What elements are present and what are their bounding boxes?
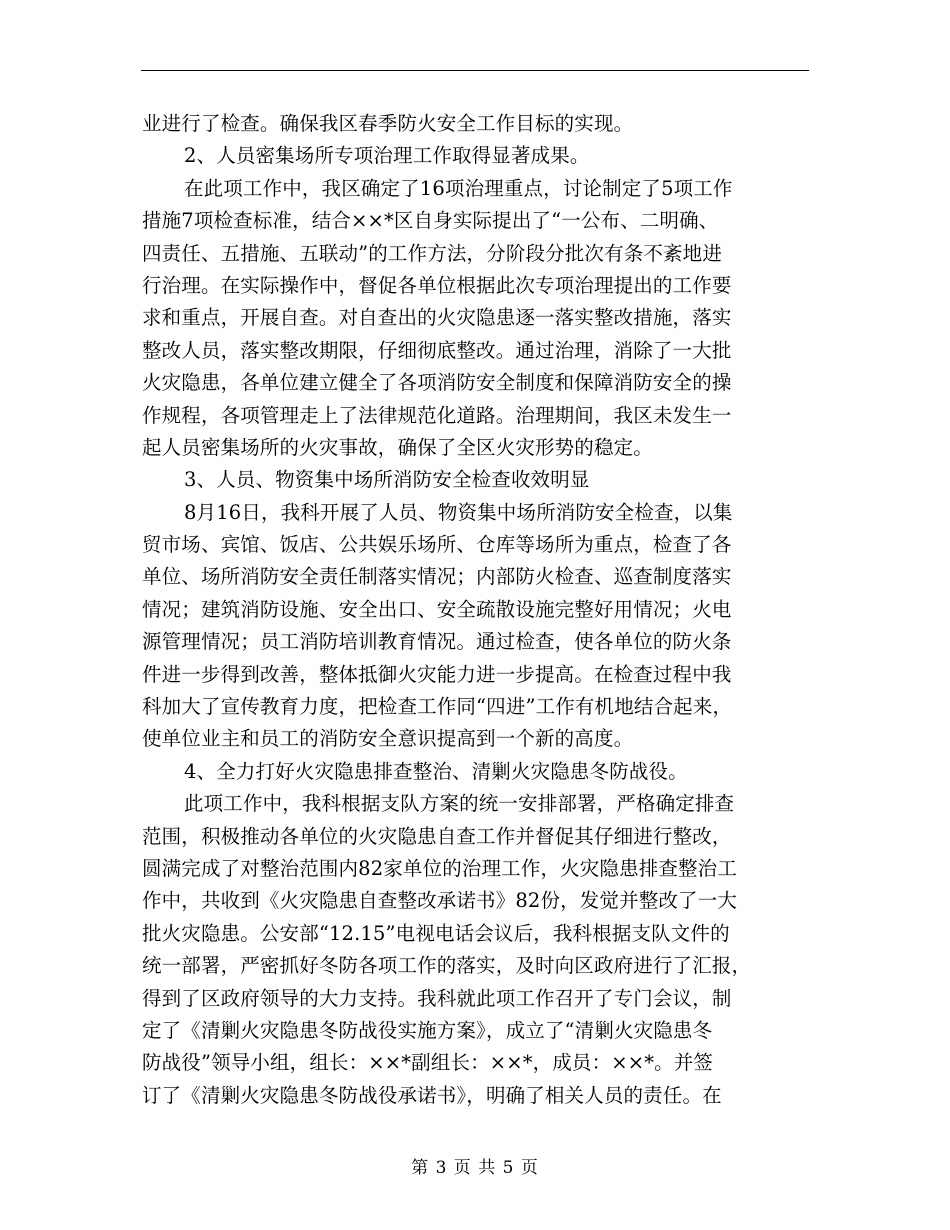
text-line: 圆满完成了对整治范围内82家单位的治理工作，火灾隐患排查整治工 bbox=[142, 856, 737, 880]
text-line: 范围，积极推动各单位的火灾隐患自查工作并督促其仔细进行整改， bbox=[142, 824, 732, 848]
text-line: 行治理。在实际操作中，督促各单位根据此次专项治理提出的工作要 bbox=[142, 273, 732, 297]
text-line: 防战役”领导小组，组长：××*副组长：××*，成员：××*。并签 bbox=[142, 1051, 714, 1075]
text-line: 情况；建筑消防设施、安全出口、安全疏散设施完整好用情况；火电 bbox=[142, 597, 732, 621]
text-line: 单位、场所消防安全责任制落实情况；内部防火检查、巡查制度落实 bbox=[142, 565, 732, 589]
text-line: 作规程，各项管理走上了法律规范化道路。治理期间，我区未发生一 bbox=[142, 403, 732, 427]
text-line: 火灾隐患，各单位建立健全了各项消防安全制度和保障消防安全的操 bbox=[142, 371, 732, 395]
text-line: 整改人员，落实整改期限，仔细彻底整改。通过治理，消除了一大批 bbox=[142, 338, 732, 362]
text-line: 8月16日，我科开展了人员、物资集中场所消防安全检查，以集 bbox=[184, 500, 733, 524]
text-line: 使单位业主和员工的消防安全意识提高到一个新的高度。 bbox=[142, 727, 634, 751]
text-line: 措施7项检查标准，结合××*区自身实际提出了“一公布、二明确、 bbox=[142, 209, 719, 233]
text-line: 科加大了宣传教育力度，把检查工作同“四进”工作有机地结合起来， bbox=[142, 695, 733, 719]
page-footer: 第 3 页 共 5 页 bbox=[411, 1158, 539, 1178]
text-line: 得到了区政府领导的大力支持。我科就此项工作召开了专门会议，制 bbox=[142, 986, 732, 1010]
text-line: 在此项工作中，我区确定了16项治理重点，讨论制定了5项工作 bbox=[184, 176, 733, 200]
text-line: 起人员密集场所的火灾事故，确保了全区火灾形势的稳定。 bbox=[142, 435, 653, 459]
text-line: 定了《清剿火灾隐患冬防战役实施方案》，成立了“清剿火灾隐患冬 bbox=[142, 1018, 713, 1042]
text-line: 订了《清剿火灾隐患冬防战役承诺书》，明确了相关人员的责任。在 bbox=[142, 1083, 722, 1107]
text-line: 件进一步得到改善，整体抵御火灾能力进一步提高。在检查过程中我 bbox=[142, 662, 732, 686]
text-line: 此项工作中，我科根据支队方案的统一安排部署，严格确定排查 bbox=[184, 792, 735, 816]
text-line: 源管理情况；员工消防培训教育情况。通过检查，使各单位的防火条 bbox=[142, 630, 732, 654]
text-line: 2、人员密集场所专项治理工作取得显著成果。 bbox=[184, 144, 590, 168]
text-line: 四责任、五措施、五联动”的工作方法，分阶段分批次有条不紊地进 bbox=[142, 241, 722, 265]
text-line: 求和重点，开展自查。对自查出的火灾隐患逐一落实整改措施，落实 bbox=[142, 306, 732, 330]
text-line: 统一部署，严密抓好冬防各项工作的落实，及时向区政府进行了汇报， bbox=[142, 954, 752, 978]
text-line: 业进行了检查。确保我区春季防火安全工作目标的实现。 bbox=[142, 112, 634, 135]
header-rule bbox=[141, 70, 809, 71]
text-line: 3、人员、物资集中场所消防安全检查收效明显 bbox=[184, 468, 590, 492]
text-line: 批火灾隐患。公安部“12.15”电视电话会议后，我科根据支队文件的 bbox=[142, 921, 730, 945]
text-line: 贸市场、宾馆、饭店、公共娱乐场所、仓库等场所为重点，检查了各 bbox=[142, 533, 732, 557]
text-line: 4、全力打好火灾隐患排查整治、清剿火灾隐患冬防战役。 bbox=[184, 759, 688, 783]
text-line: 作中，共收到《火灾隐患自查整改承诺书》82份，发觉并整改了一大 bbox=[142, 889, 737, 913]
document-body bbox=[142, 108, 810, 1112]
